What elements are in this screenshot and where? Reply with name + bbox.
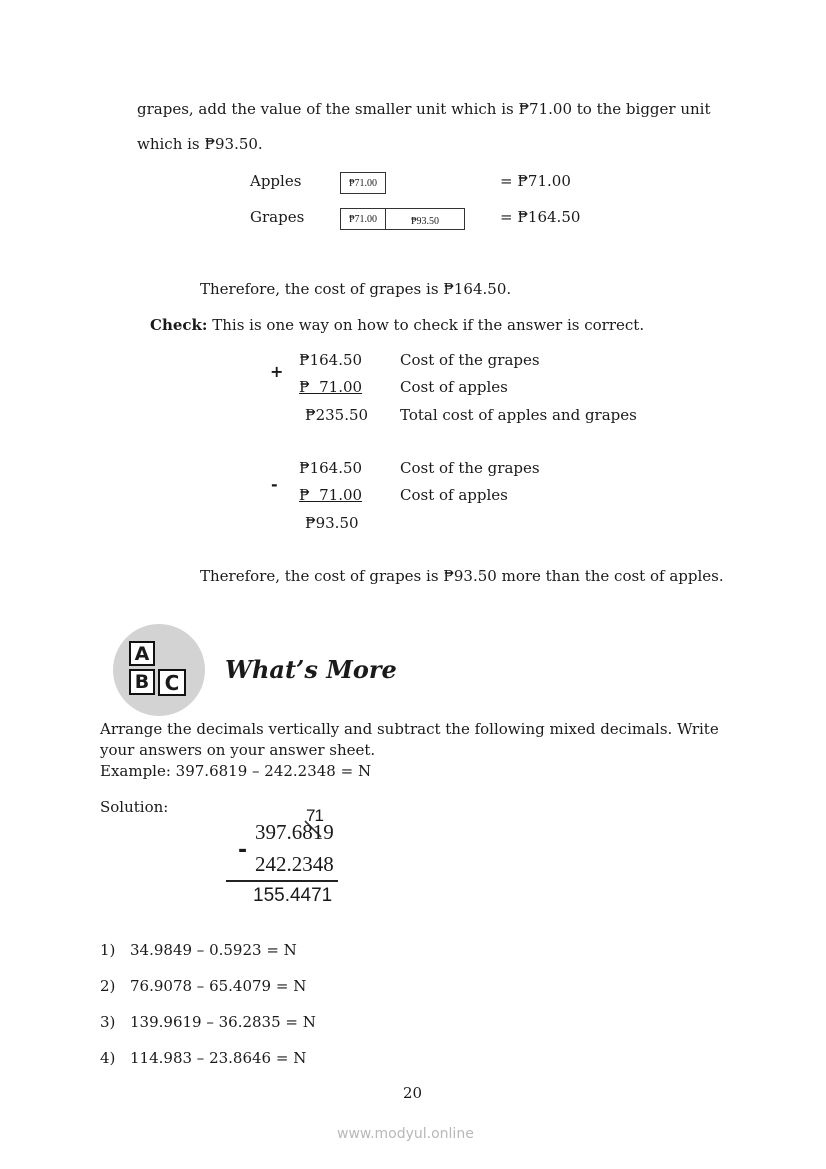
subtraction-value-2: ₱ 71.00 [299,486,363,504]
solution-label: Solution: [100,798,169,816]
instructions-line-2: your answers on your answer sheet. [100,741,376,759]
exercise-text: 34.9849 – 0.5923 = N [130,941,297,959]
watermark: www.modyul.online [337,1126,474,1142]
addition-desc-3: Total cost of apples and grapes [400,406,637,424]
grapes-bar-box-2: ₱93.50 [385,208,465,230]
exercise-number: 1) [100,941,116,959]
apples-result: = ₱71.00 [500,172,571,190]
exercise-2 [100,977,306,995]
exercise-3 [100,1013,316,1031]
exercise-number: 4) [100,1049,116,1067]
exercise-number: 2) [100,977,116,995]
exercise-1 [100,941,297,959]
solution-rule [226,880,338,882]
exercise-text: 139.9619 – 36.2835 = N [130,1013,316,1031]
block-a-icon [129,641,155,666]
intro-line-2: which is ₱93.50. [137,135,263,153]
whats-more-icon [113,624,205,716]
exercise-text: 114.983 – 23.8646 = N [130,1049,307,1067]
grapes-label: Grapes [250,208,305,226]
addition-sign: + [270,362,284,381]
apples-label: Apples [250,172,302,190]
addition-desc-1: Cost of the grapes [400,351,540,369]
grapes-bar-box-1: ₱71.00 [340,208,386,230]
borrow-mark: 71 [306,806,323,825]
addition-value-2: ₱ 71.00 [299,378,363,396]
exercise-text: 76.9078 – 65.4079 = N [130,977,307,995]
page-number: 20 [403,1084,423,1102]
whats-more-title: What’s More [225,655,397,684]
block-b-letter: B [134,671,150,693]
addition-desc-2: Cost of apples [400,378,508,396]
check-label: Check: [150,316,208,334]
instructions-line-1: Arrange the decimals vertically and subtract the following mixed decimals. Write [100,720,719,738]
block-c-letter: C [164,670,180,695]
difference: 155.4471 [253,885,333,906]
subtraction-value-1: ₱164.50 [299,459,363,477]
therefore-statement-1: Therefore, the cost of grapes is ₱164.50. [200,280,512,298]
subtraction-result: ₱93.50 [305,514,359,532]
subtraction-sign: - [271,475,278,494]
example-line: Example: 397.6819 – 242.2348 = N [100,762,372,780]
grapes-result: = ₱164.50 [500,208,581,226]
subtraction-desc-2: Cost of apples [400,486,508,504]
block-a-letter: A [134,642,150,665]
solution-minus-sign: - [238,838,248,863]
subtrahend: 242.2348 [255,852,334,876]
check-line [150,316,644,334]
apples-bar-box: ₱71.00 [340,172,386,194]
addition-total: ₱235.50 [305,406,369,424]
exercise-4 [100,1049,306,1067]
exercise-number: 3) [100,1013,116,1031]
addition-value-1: ₱164.50 [299,351,363,369]
check-text: This is one way on how to check if the answer is correct. [212,316,645,334]
minuend: 397.6819 [255,820,334,844]
block-c-icon [158,669,186,696]
intro-line-1: grapes, add the value of the smaller unit which is ₱71.00 to the bigger unit [137,100,711,118]
block-b-icon [129,669,155,695]
therefore-statement-2: Therefore, the cost of grapes is ₱93.50 more than the cost of apples. [200,567,724,585]
subtraction-desc-1: Cost of the grapes [400,459,540,477]
